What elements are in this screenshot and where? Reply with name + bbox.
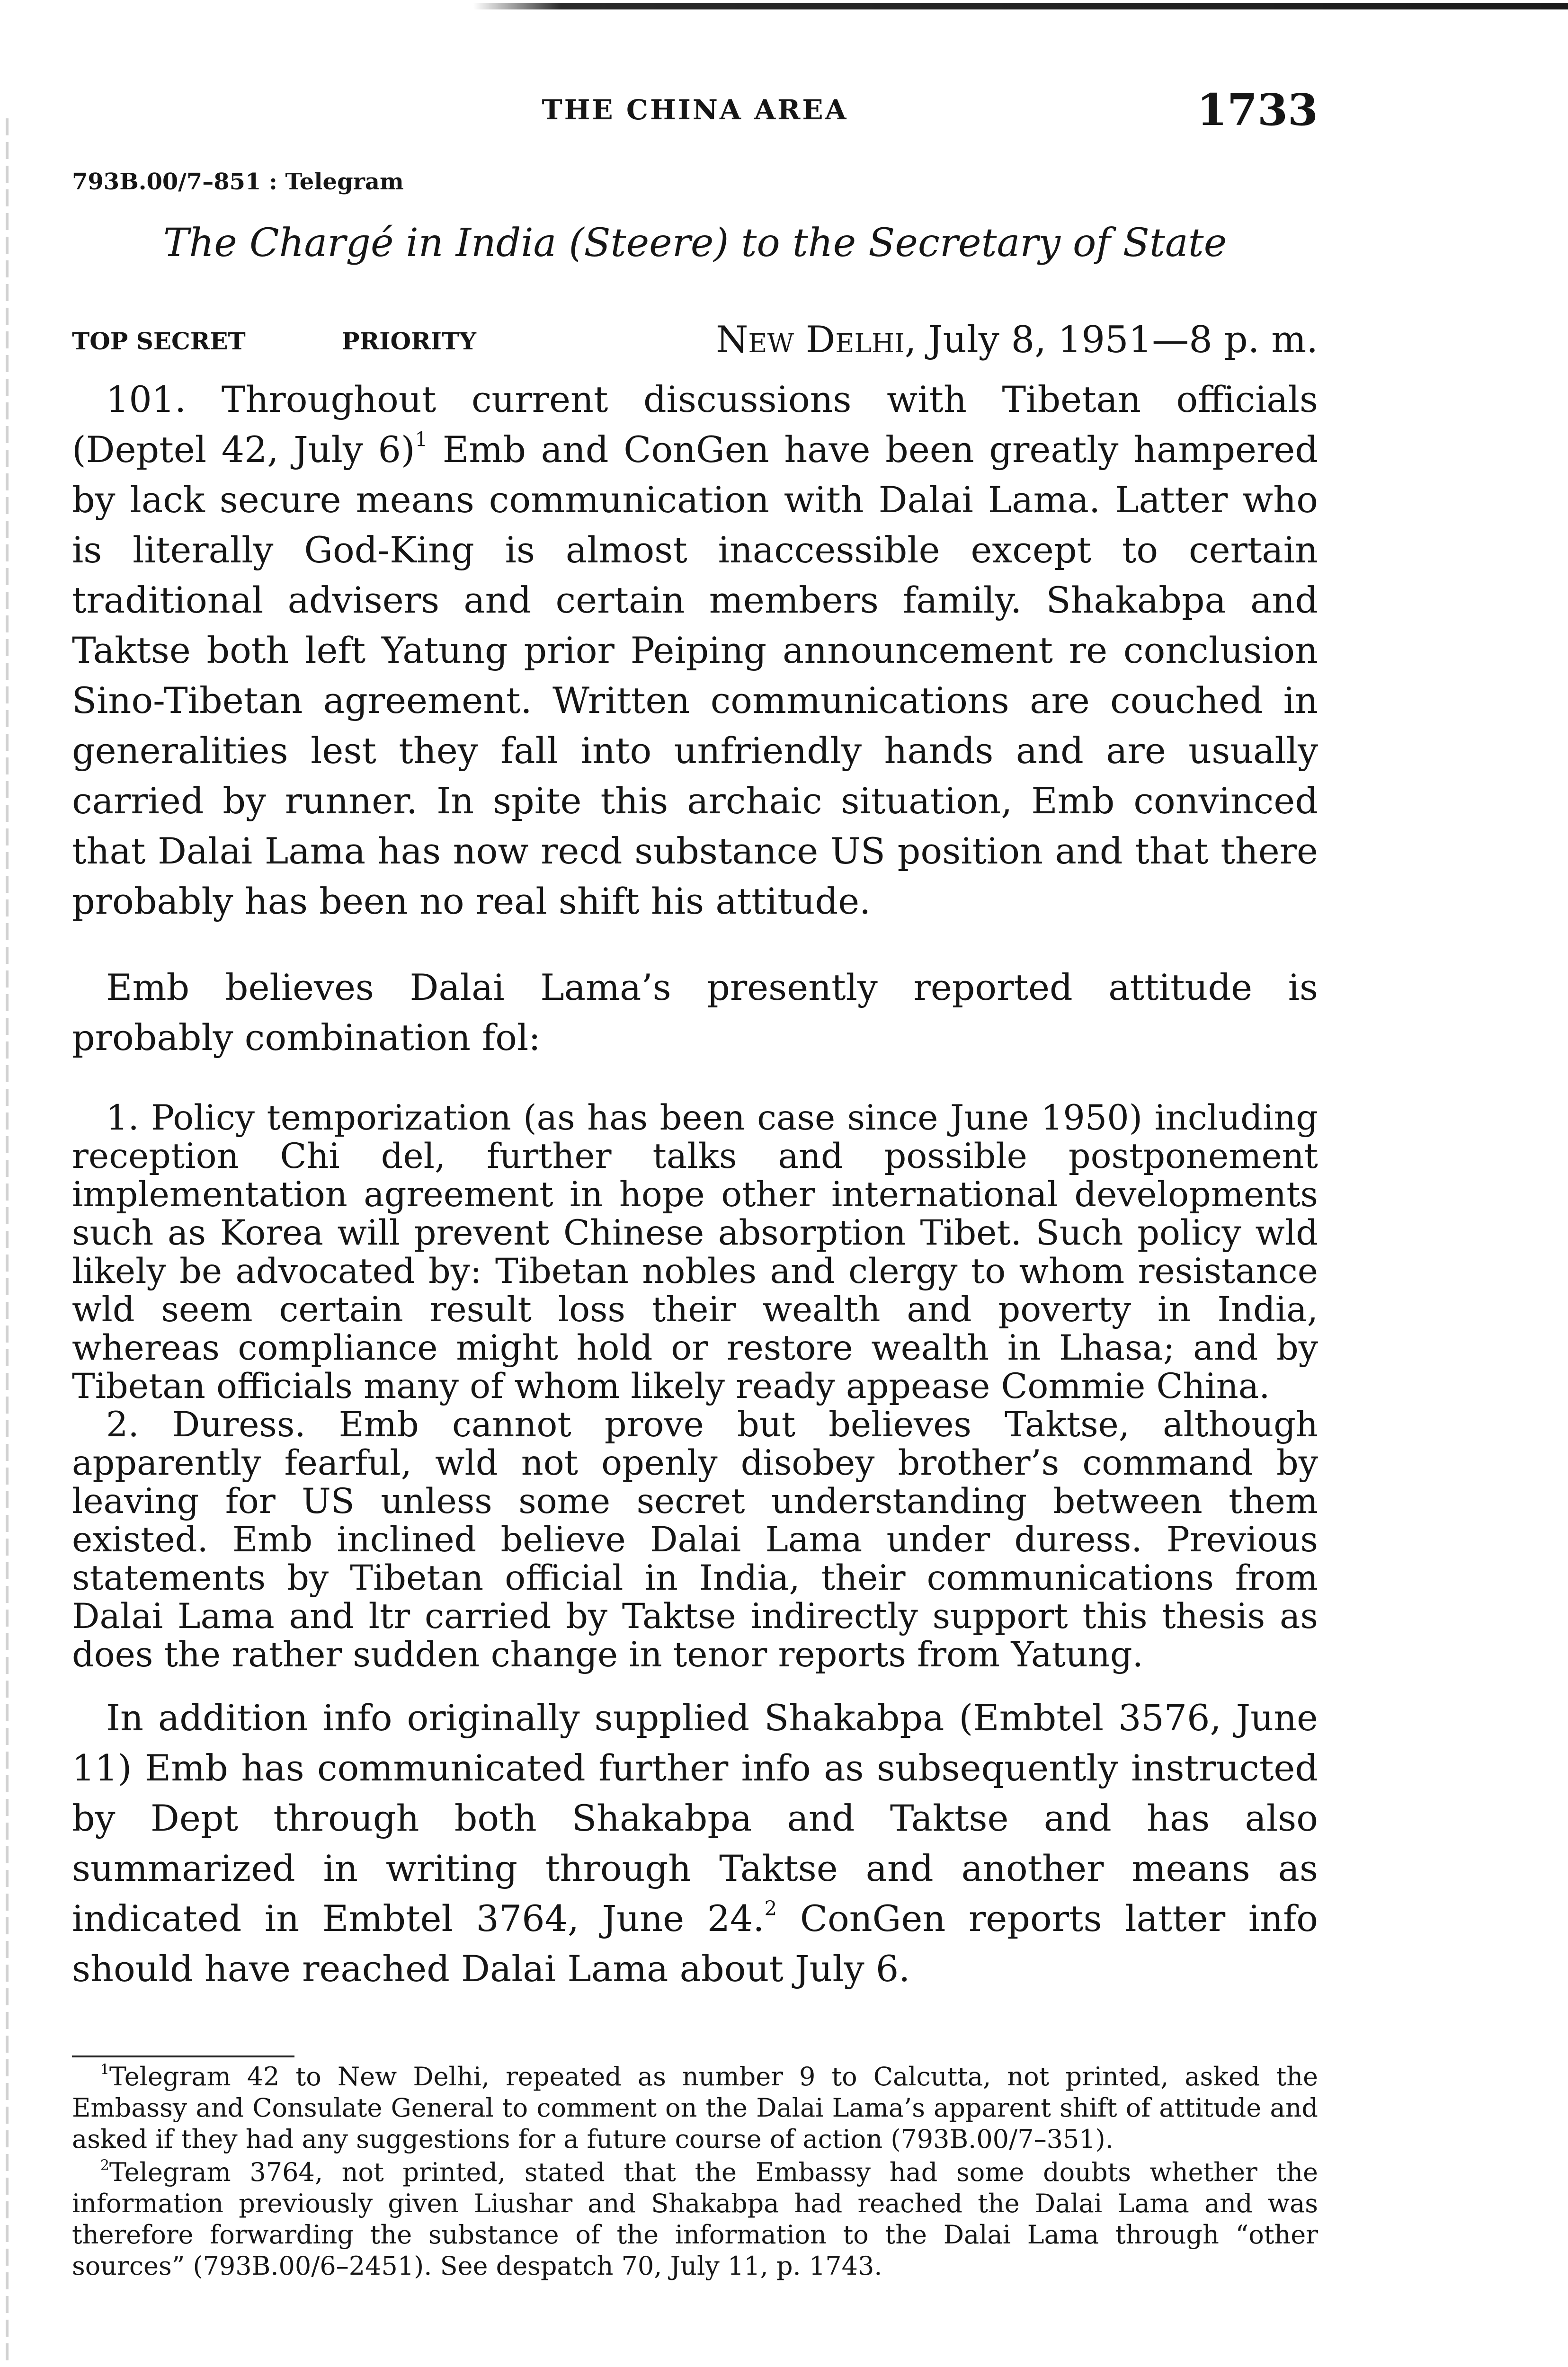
- place: New Delhi: [716, 319, 905, 361]
- scan-top-edge: [473, 3, 1568, 9]
- footnote-1: [72, 2061, 1318, 2155]
- footnote-1-marker: 1: [100, 2061, 109, 2078]
- paragraph-1: [72, 374, 1318, 926]
- dateline: [72, 319, 1318, 361]
- paragraph-2: Emb believes Dalai Lama’s presently reported attitude is probably combination fol:: [72, 966, 1318, 1059]
- classification-label: TOP SECRET: [72, 327, 246, 355]
- file-reference: 793B.00/7–851 : Telegram: [72, 169, 404, 195]
- paragraph-3: [72, 1693, 1318, 1994]
- paragraph-3-text-b: ConGen reports latter info should have reached Dalai Lama about July 6.: [72, 1897, 1319, 1990]
- scan-left-edge: [6, 118, 9, 2367]
- footnote-2: [72, 2157, 1318, 2282]
- footnote-2-text: Telegram 3764, not printed, stated that the Embassy had some doubts whether the information previously given Liushar and Shakabpa had reached the Dalai Lama and was therefore forwarding the substance of the information to the Dalai Lama through “other sources” (793B.00/6–2451). See despatch 70, July 11, p. 1743.: [72, 2157, 1318, 2281]
- footnote-divider: [72, 2056, 294, 2057]
- numbered-item-2: 2. Duress. Emb cannot prove but believes Taktse, although apparently fearful, wld not openly disobey brother’s command by leaving for US unless some secret understanding between them existed. Emb inclined believe Dalai Lama under duress. Previous statements by Tibetan official in India, their communications from Dalai Lama and ltr carried by Taktse indirectly support this thesis as does the rather sudden change in tenor reports from Yatung.: [72, 1405, 1318, 1675]
- paragraph-1-text-b: Emb and ConGen have been greatly hampered by lack secure means communication with Dalai Lama. Latter who is literally God-King is almost inaccessible except to certain traditional advisers and certain members family. Shakabpa and Taktse both left Yatung prior Peiping announcement re conclusion Sino-Tibetan agreement. Written communications are couched in generalities lest they fall into unfriendly hands and are usually carried by runner. In spite this archaic situation, Emb convinced that Dalai Lama has now recd substance US position and that there probably has been no real shift his attitude.: [72, 428, 1318, 922]
- precedence-label: PRIORITY: [342, 327, 476, 355]
- running-header: [72, 71, 1318, 137]
- date: , July 8, 1951—8 p. m.: [904, 319, 1318, 361]
- footnote-2-marker: 2: [100, 2157, 109, 2174]
- page-number: 1733: [1196, 84, 1318, 135]
- place-date: [716, 319, 1318, 361]
- document-heading: The Chargé in India (Steere) to the Secretary of State: [163, 221, 1227, 266]
- numbered-item-1: 1. Policy temporization (as has been case since June 1950) including reception Chi del, further talks and possible postponement implementation agreement in hope other international developments such as Korea will prevent Chinese absorption Tibet. Such policy wld likely be advocated by: Tibetan nobles and clergy to whom resistance wld seem certain result loss their wealth and poverty in India, whereas compliance might hold or restore wealth in Lhasa; and by Tibetan officials many of whom likely ready appease Commie China.: [72, 1098, 1318, 1406]
- paragraph-3-text-a: In addition info originally supplied Shakabpa (Embtel 3576, June 11) Emb has communicated further info as subsequently instructed by Dept through both Shakabpa and Taktse and has also summarized in writing through Taktse and another means as indicated in Embtel 3764, June 24.: [72, 1697, 1318, 1940]
- running-title: THE CHINA AREA: [542, 94, 848, 126]
- footnote-ref-2: 2: [764, 1896, 777, 1920]
- paragraph-1-text-a: 101. Throughout current discussions with Tibetan officials (Deptel 42, July 6): [72, 378, 1318, 471]
- footnote-1-text: Telegram 42 to New Delhi, repeated as number 9 to Calcutta, not printed, asked the Embassy and Consulate General to comment on the Dalai Lama’s apparent shift of attitude and asked if they had any suggestions for a future course of action (793B.00/7–351).: [72, 2062, 1318, 2154]
- document-page: [72, 71, 1318, 2282]
- footnote-ref-1: 1: [415, 427, 428, 451]
